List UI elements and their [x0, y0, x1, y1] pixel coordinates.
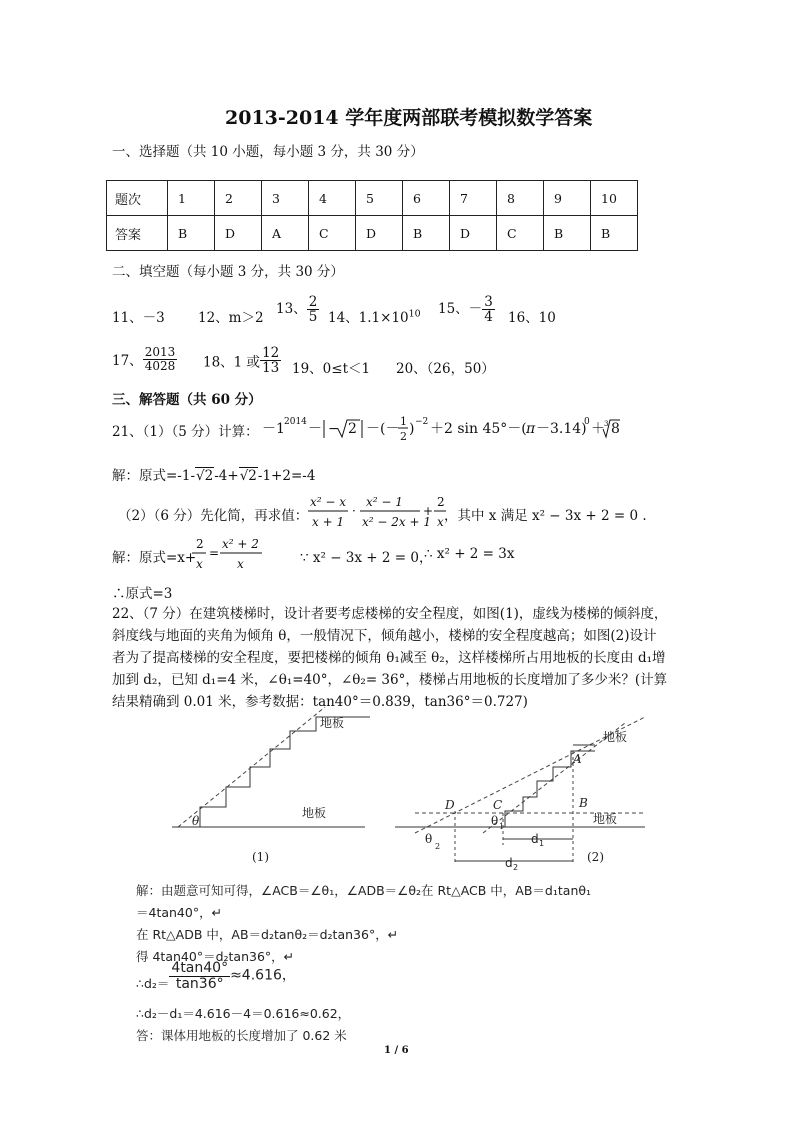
q15-numerator: 3 [484, 294, 493, 310]
q21-1-sol-a: 解：原式=-1- [112, 468, 196, 484]
page-number: 1 / 6 [384, 1045, 409, 1056]
q14-text: 14、1.1×10 [328, 310, 409, 326]
q21-1-label: 21、（1）（5 分）计算： [112, 424, 259, 440]
svg-text:2: 2 [437, 495, 445, 509]
q21-2-because: ∵ x² − 3x + 2 = 0， [300, 550, 433, 566]
figure-2-staircase [395, 715, 665, 877]
svg-text:＋: ＋ [591, 421, 605, 437]
row-label: 答案 [107, 216, 168, 251]
svg-text:x + 1: x + 1 [312, 515, 345, 529]
answer-cell: B [168, 216, 215, 251]
svg-text:1: 1 [400, 415, 407, 428]
table-row [107, 181, 638, 216]
q21-2-label: （2）（6 分）先化简，再求值： [118, 508, 309, 524]
answer-table [106, 180, 638, 251]
fig2-theta1: θ [491, 814, 499, 828]
fig2-d1-sub: 1 [539, 839, 545, 848]
svg-text:π: π [526, 421, 536, 437]
solution-frac-num: 4tan40° [171, 959, 229, 976]
svg-text:=: = [209, 546, 220, 560]
answer-q20: 20、（26，50） [396, 361, 495, 377]
svg-text:3: 3 [604, 420, 609, 428]
row-label: 题次 [107, 181, 168, 216]
q21-1-solution [112, 464, 315, 484]
q22-text [112, 603, 667, 713]
answer-q13 [276, 295, 319, 324]
answer-cell: B [544, 216, 591, 251]
answer-cell: D [356, 216, 403, 251]
fig2-d2: d [505, 856, 513, 870]
question-number: 3 [262, 181, 309, 216]
svg-text:8: 8 [611, 421, 620, 437]
fig2-floor-bottom: 地板 [593, 812, 618, 826]
fig2-d1: d [531, 832, 539, 846]
table-row [107, 216, 638, 251]
svg-text:0: 0 [584, 417, 590, 427]
answer-q18 [203, 346, 281, 375]
fig2-floor-top: 地板 [603, 730, 628, 744]
fig1-caption: (1) [252, 850, 269, 864]
q13-numerator: 2 [308, 294, 318, 310]
svg-text:2: 2 [400, 430, 407, 443]
svg-text:－1: －1 [262, 421, 285, 437]
svg-text:－3.14): －3.14) [536, 421, 587, 437]
q21-2-condition: ，其中 x 满足 x² − 3x + 2 = 0 . [444, 508, 647, 524]
fig2-theta2-sub: 2 [435, 842, 441, 851]
svg-text:x: x [237, 557, 244, 571]
svg-text:－(－: －(－ [366, 421, 400, 437]
answer-q19: 19、0≤t＜1 [292, 361, 371, 377]
q18-denominator: 13 [262, 360, 280, 377]
answer-q12: 12、m＞2 [198, 310, 264, 326]
answer-q17 [112, 346, 177, 372]
fig2-theta1-sub: 1 [499, 822, 505, 831]
answer-cell: C [497, 216, 544, 251]
svg-text:): ) [409, 421, 415, 437]
answer-cell: A [262, 216, 309, 251]
q21-2-solution-fractions [190, 533, 270, 577]
question-number: 5 [356, 181, 403, 216]
question-number: 7 [450, 181, 497, 216]
q22-solution-d2 [136, 960, 296, 992]
svg-text:2: 2 [348, 421, 357, 437]
q22-line: 者为了提高楼梯的安全程度，要把楼梯的倾角 θ₁减至 θ₂，这样楼梯所占用地板的长度由 d₁增 [112, 650, 666, 666]
fig2-point-c: C [493, 798, 503, 812]
solution-line: 解：由题意可知可得，∠ACB＝∠θ₁，∠ADB＝∠θ₂在 Rt△ACB 中，AB＝d₁tanθ₁ [136, 883, 592, 898]
question-number: 8 [497, 181, 544, 216]
svg-text:－: － [308, 421, 322, 437]
q22-line: 加到 d₂，已知 d₁=4 米，∠θ₁=40°，∠θ₂= 36°，楼梯占用地板的长度增加了多少米？(计算 [112, 672, 668, 688]
section-heading-choice: 一、选择题（共 10 小题，每小题 3 分，共 30 分） [112, 144, 424, 160]
q22-solution [136, 880, 591, 968]
q22-line: 斜度线与地面的夹角为倾角 θ，一般情况下，倾角越小，楼梯的安全程度越高；如图(2)设计 [112, 628, 657, 644]
solution-frac-den: tan36° [175, 975, 224, 992]
question-number: 6 [403, 181, 450, 216]
svg-text:−2: −2 [415, 417, 429, 427]
solution-line: 在 Rt△ADB 中，AB＝d₂tanθ₂＝d₂tan36°，↵ [136, 927, 399, 942]
answer-q15 [438, 295, 495, 324]
svg-text:x² − 1: x² − 1 [366, 495, 403, 509]
solution-line: 得 4tan40°＝d₂tan36°，↵ [136, 949, 295, 964]
question-number: 9 [544, 181, 591, 216]
q21-2-solution: 解：原式=x+ [112, 550, 197, 566]
answer-cell: D [215, 216, 262, 251]
fig2-point-d: D [445, 798, 455, 812]
answer-q16: 16、10 [508, 310, 556, 326]
q17-denominator: 4028 [144, 358, 176, 373]
svg-text:+: + [423, 504, 434, 518]
svg-text:x² − x: x² − x [310, 495, 347, 509]
page-title: 2013-2014 学年度两部联考模拟数学答案 [225, 107, 593, 129]
fig1-angle: θ [192, 814, 200, 828]
q21-2-therefore: ∴ x² + 2 = 3x [424, 546, 515, 562]
q14-exponent: 10 [408, 308, 421, 320]
q22-solution-diff: ∴d₂－d₁＝4.616－4＝0.616≈0.62， [136, 1006, 351, 1021]
sqrt-icon: √2 [239, 468, 257, 484]
q21-1-expression [258, 412, 618, 448]
question-number: 4 [309, 181, 356, 216]
fig1-floor-bottom: 地板 [302, 806, 327, 820]
solution-line: ＝4tan40°，↵ [136, 905, 223, 920]
fig2-caption: (2) [587, 850, 604, 864]
q13-denominator: 5 [308, 309, 318, 326]
svg-text:2: 2 [196, 537, 204, 551]
section-heading-solve: 三、解答题（共 60 分） [112, 392, 262, 408]
q13-prefix: 13、 [276, 301, 307, 318]
q22-solution-answer: 答：课体用地板的长度增加了 0.62 米 [136, 1028, 347, 1043]
q21-1-sol-b: -4+ [214, 468, 239, 484]
question-number: 1 [168, 181, 215, 216]
answer-cell: C [309, 216, 356, 251]
fig2-point-a: A [573, 752, 582, 766]
figure-1-staircase [170, 705, 380, 865]
answer-cell: B [591, 216, 638, 251]
q22-line: 结果精确到 0.01 米，参考数据：tan40°＝0.839，tan36°＝0.727) [112, 694, 528, 710]
solution-approx: ≈4.616， [230, 967, 296, 984]
fig2-theta2: θ [425, 832, 433, 846]
svg-text:2014: 2014 [284, 417, 307, 427]
fig1-floor-top: 地板 [320, 716, 345, 730]
section-heading-fill: 二、填空题（每小题 3 分，共 30 分） [112, 264, 344, 280]
svg-text:−: − [328, 421, 340, 437]
q21-2-result: ∴原式=3 [112, 586, 173, 602]
sqrt-icon: √2 [196, 468, 214, 484]
q18-numerator: 12 [262, 345, 280, 361]
q21-1-sol-c: -1+2=-4 [257, 468, 316, 484]
answer-q14 [328, 306, 421, 326]
answer-q11: 11、－3 [112, 310, 165, 326]
q21-2-expression [304, 490, 454, 536]
question-number: 10 [591, 181, 638, 216]
svg-text:x² − 2x + 1: x² − 2x + 1 [362, 515, 431, 529]
fig2-point-b: B [579, 796, 588, 810]
q17-prefix: 17、 [112, 353, 143, 370]
question-number: 2 [215, 181, 262, 216]
svg-text:·: · [352, 504, 356, 518]
svg-text:x: x [196, 557, 203, 571]
answer-cell: B [403, 216, 450, 251]
q17-numerator: 2013 [144, 345, 176, 359]
q15-prefix: 15、－ [438, 301, 483, 318]
fig2-d2-sub: 2 [513, 863, 519, 872]
q15-denominator: 4 [484, 309, 493, 326]
svg-text:x: x [437, 515, 444, 529]
q18-prefix: 18、1 或 [203, 354, 261, 371]
svg-text:x² + 2: x² + 2 [222, 537, 259, 551]
svg-text:＋2 sin 45°－(: ＋2 sin 45°－( [430, 421, 527, 437]
solution-d2-label: ∴d₂＝ [136, 976, 170, 991]
answer-cell: D [450, 216, 497, 251]
q22-line: 22、（7 分）在建筑楼梯时，设计者要考虑楼梯的安全程度，如图(1)，虚线为楼梯的倾斜度， [112, 606, 668, 622]
